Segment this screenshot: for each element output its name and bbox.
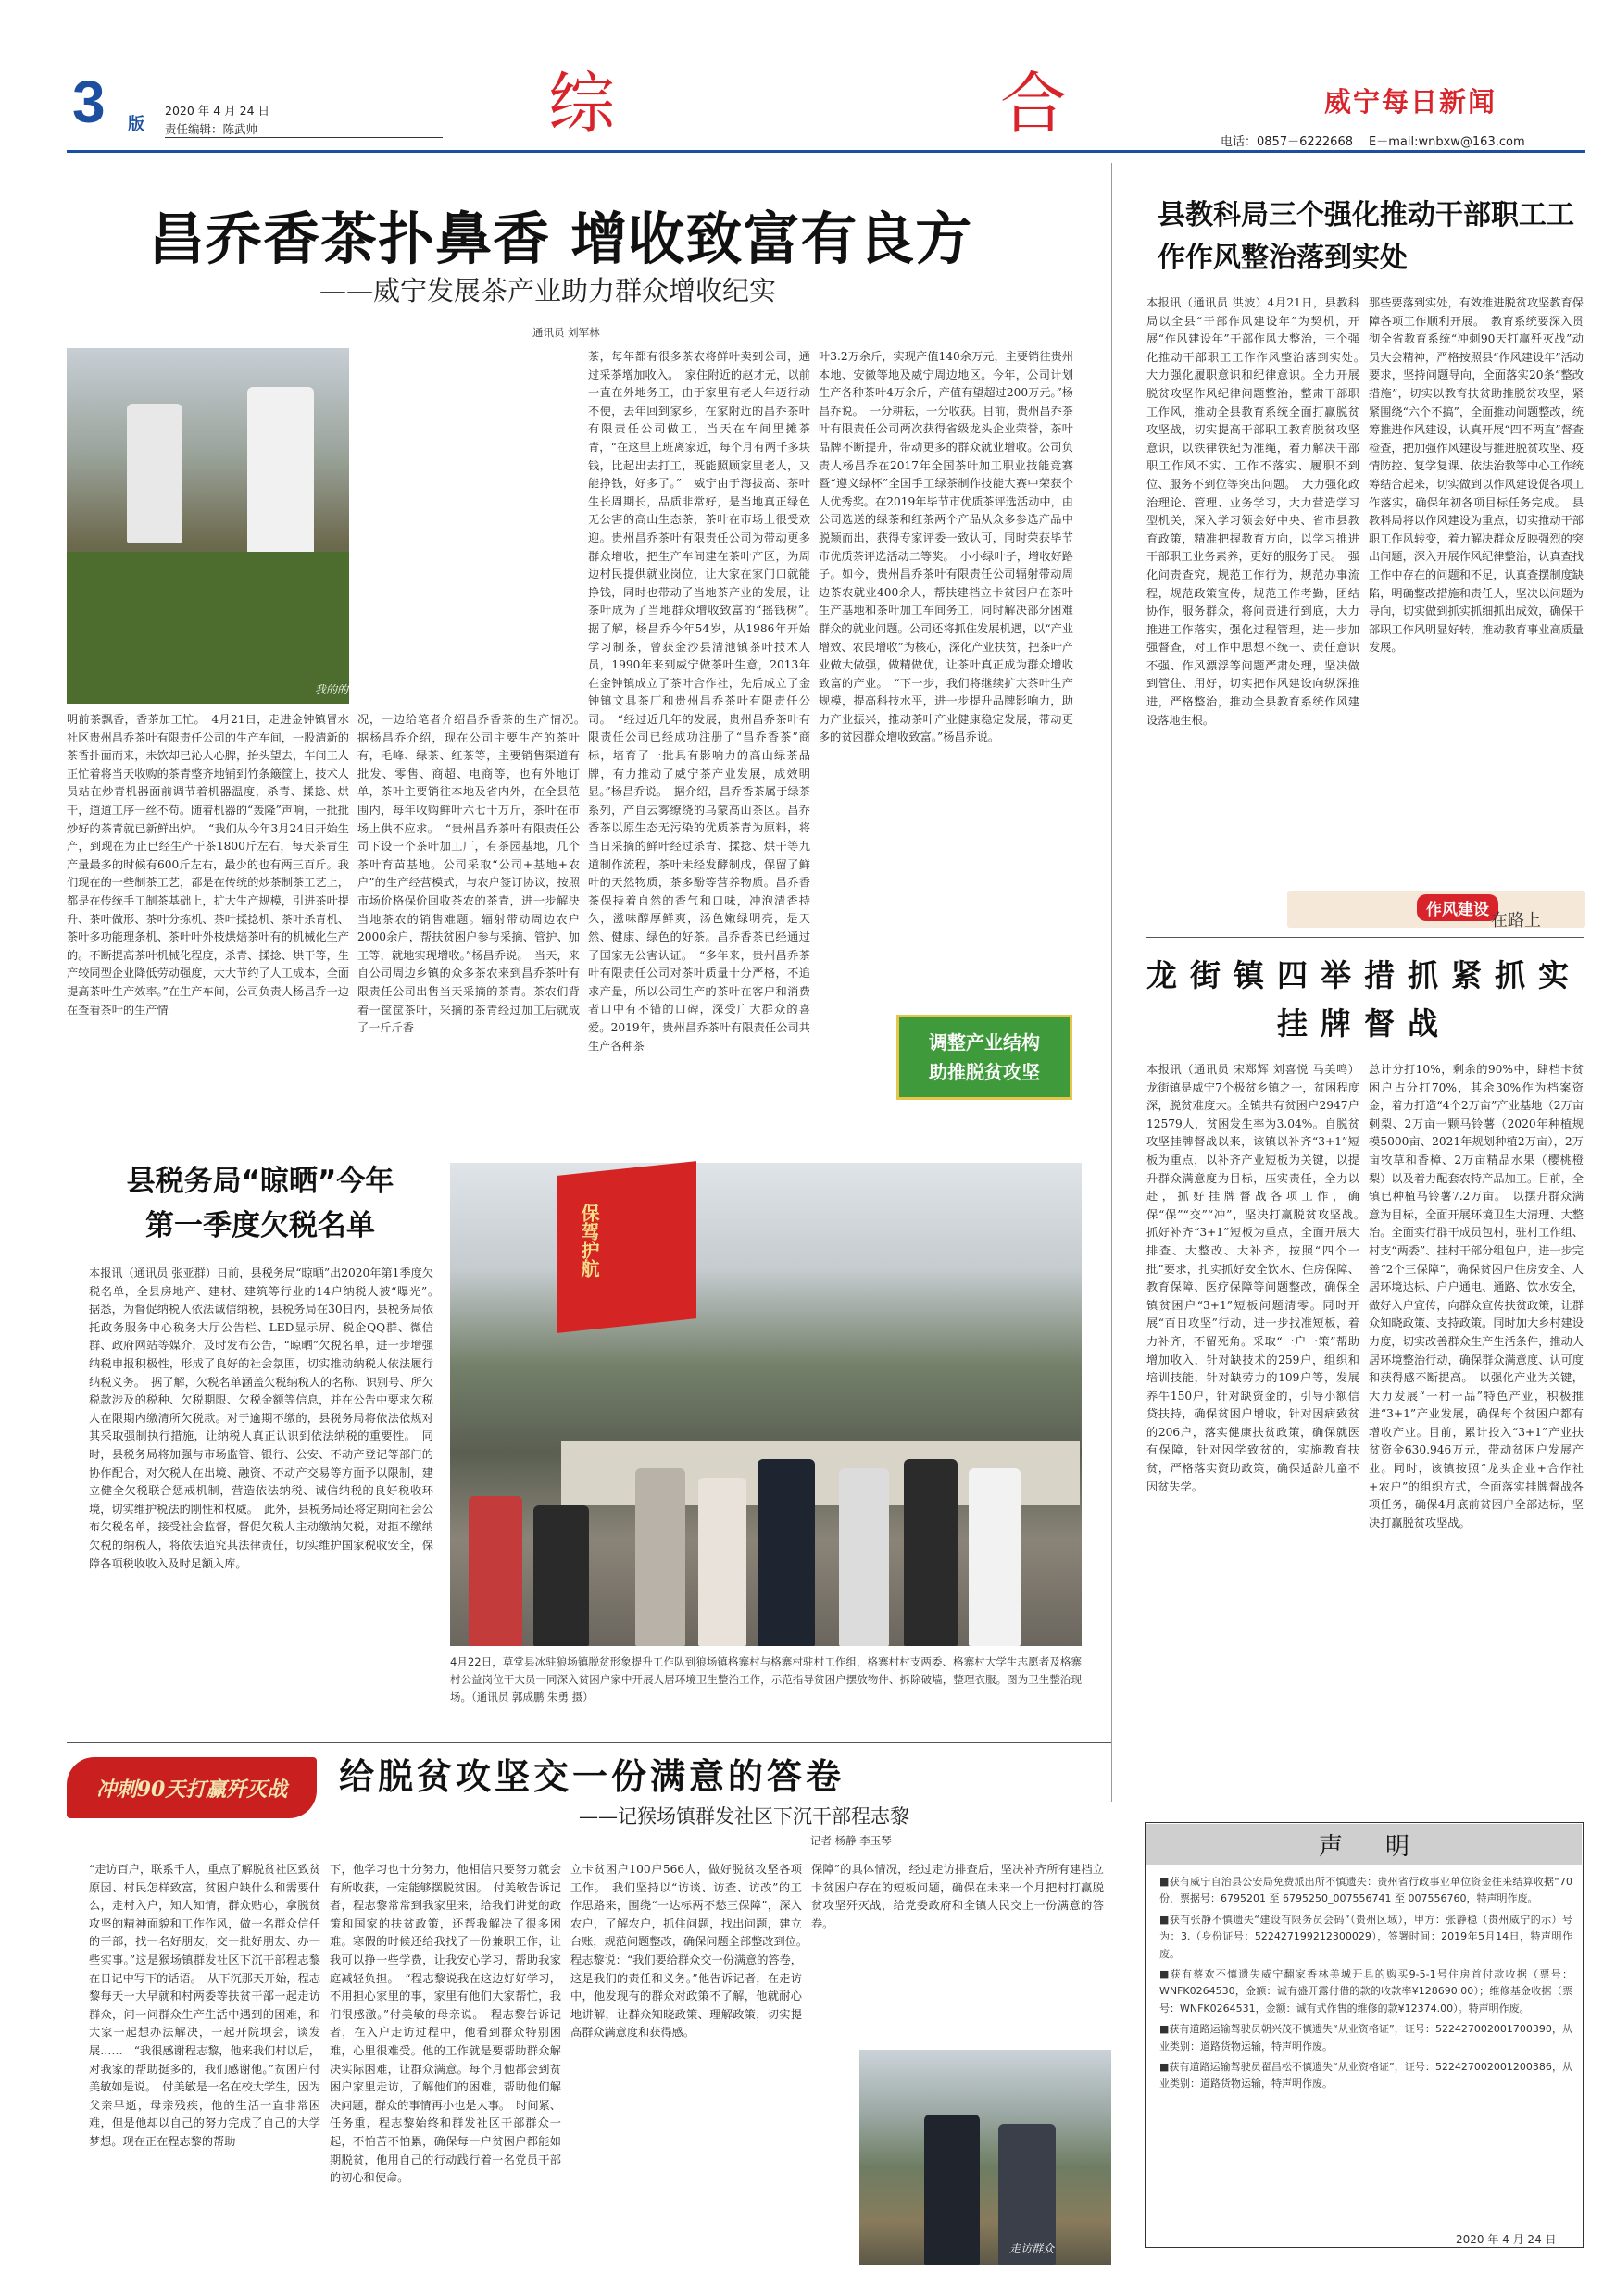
tax-headline-line-1: 县税务局“晾晒”今年 bbox=[126, 1165, 394, 1198]
longjie-column-1: 本报讯（通讯员 宋郑辉 刘喜悦 马美鸣）龙街镇是威宁7个极贫乡镇之一，贫困程度深，脱贫难度大。全镇共有贫困户2947户12579人，贫困发生率为3.04%。自脱贫攻坚挂牌督战以来，该镇以补齐“3+1”短板为重点，以补齐产业短板为关键，以提升群众满意度为目标，压实责任，全力以赴，抓好挂牌督战各项工作，确保“保”“交”“冲”，坚决打赢脱贫攻坚战。 抓好补齐“3+1”短板为重点，全面开展大排查、大整改、大补齐，按照“四个一批”要求，扎实抓好安全饮水、住房保障、教育保障、医疗保障等问题整改，确保全镇贫困户“3+1”短板问题清零。同时开展“百日攻坚”行动，进一步找准短板，着力补齐，不留死角。采取“一户一策”帮助增加收入，针对缺技术的259户，组织和培训技能，针对缺劳力的109户等，发展养牛150户，针对缺资金的，引导小额信贷扶持，确保贫困户增收，针对因病致贫的206户，落实健康扶贫政策，确保就医有保障，针对因学致贫的，实施教育扶贫，严格落实资助政策，确保适龄儿童不因贫失学。 bbox=[1146, 1063, 1371, 1493]
flag-text: 保驾护航 bbox=[578, 1204, 600, 1278]
slogan-line-2: 助推脱贫攻坚 bbox=[929, 1061, 1040, 1083]
bottom-rule bbox=[67, 1742, 1111, 1743]
tea-processing-photo bbox=[67, 348, 349, 704]
cheng-column-3: 立卡贫困户100户566人，做好脱贫攻坚各项工作。 我们坚持以“访谈、访查、访改”的工作思路来，围绕“一达标两不愁三保障”，深入农户，了解农户，抓住问题，找出问题，建立台账，规范问题整改，确保问题全部整改到位。 程志黎说：“我们要给群众交一份满意的答卷，这是我们的责任和义务。”他告诉记者，在走访中，他发现有的群众对政策不了解，他就耐心地讲解，让群众知晓政策、理解政策，切实提高群众满意度和获得感。 bbox=[570, 1863, 814, 2040]
village-sanitation-photo bbox=[450, 1163, 1082, 1646]
issue-date: 2020 年 4 月 24 日 bbox=[165, 104, 270, 118]
cheng-zhili-headline: 给脱贫攻坚交一份满意的答卷 bbox=[339, 1756, 845, 1797]
cheng-zhili-byline: 记者 杨静 李玉琴 bbox=[810, 1834, 892, 1847]
cheng-column-2: 下，他学习也十分努力，他相信只要努力就会有所收获，一定能够摆脱贫困。 付美敏告诉记者，程志黎常常到我家里来，给我们讲党的政策和国家的扶贫政策，还帮我解决了很多困难。寒假的时候还给我找了一份兼职工作，让我可以挣一些学费，让我安心学习，帮助我家庭减轻负担。 “程志黎说我在这边好好学习，不用担心家里的事，家里有他们大家帮忙，我们很感激。”付美敏的母亲说。 程志黎告诉记者，在入户走访过程中，他看到群众特别困难，心里很难受。他的工作就是要帮助群众解决实际困难，让群众满意。每个月他都会到贫困户家里走访，了解他们的困难，帮助他们解决问题，群众的事情再小也是大事。 时间紧、任务重，程志黎始终和群发社区干部群众一起，不怕苦不怕累，确保每一户贫困户都能如期脱贫，他用自己的行动践行着一名党员干部的初心和使命。 bbox=[330, 1863, 561, 2185]
style-building-banner bbox=[1287, 891, 1585, 928]
notice-date: 2020 年 4 月 24 日 bbox=[1456, 2233, 1557, 2246]
tax-headline-line-2: 第一季度欠税名单 bbox=[145, 1209, 375, 1242]
lead-column-2: 况，一边给笔者介绍昌乔香茶的生产情况。 据杨昌乔介绍，现在公司主要生产的茶叶有，毛峰、绿茶、红茶等，主要销售渠道有批发、零售、商超、电商等，也有外地订单，茶叶主要销往本地及省内外，在全县范围内，每年收购鲜叶六七十万斤，茶叶在市场上供不应求。 “贵州昌乔茶叶有限责任公司下设一个茶叶加工厂，有茶园基地，几个茶叶育苗基地。公司采取“公司+基地+农户”的生产经营模式，与农户签订协议，按照市场价格保价回收茶农的茶青，进一步解决当地茶农的销售难题。辐射带动周边农户2000余户，帮扶贫困户参与采摘、管护、加工等，就地实现增收。”杨昌乔说。 当天，来自公司周边乡镇的众多茶农来到昌乔茶叶有限责任公司出售当天采摘的茶青。茶农们背着一筐筐茶叶，采摘的茶青经过加工后就成了一斤斤香 bbox=[357, 713, 592, 1035]
section-char-2: 合 bbox=[999, 65, 1067, 143]
notice-title: 声明 bbox=[1318, 1832, 1452, 1861]
village-photo-caption: 4月22日，草堂县冰驻狼场镇脱贫形象提升工作队到狼场镇格寨村与格寨村驻村工作组，格寨村村支两委、格寨村大学生志愿者及格寨村公益岗位干大员一同深入贫困户家中开展人居环境卫生整治工作，示范指导贫困户摆放物件、拆除破墙，整理衣服。图为卫生整治现场。（通讯员 郭成鹏 朱勇 摄） bbox=[450, 1655, 1082, 1703]
education-column-1: 本报讯（通讯员 洪波）4月21日，县教科局以全县“干部作风建设年”为契机，开展“作风建设年”干部作风大整治，三个强化推动干部职工工作作风整治落到实处。 大力强化履职意识和纪律意识。全力开展脱贫攻坚作风纪律问题整治，整肃干部职工作风，推动全县教育系统全面打赢脱贫攻坚战，切实提高干部职工教育脱贫攻坚意识，以铁律铁纪为准绳，着力解决干部职工作风不实、工作不落实、履职不到位、服务不到位等突出问题。 大力强化政治理论、管理、业务学习，大力营造学习型机关，深入学习领会好中央、省市县教育政策，精准把握教育方向，以学习推进干部职工业务素养，更好的服务于民。 强化问责查究，规范工作行为，规范办事流程，规范政策宣传，规范工作考勤，团结协作，服务群众，将问责进行到底，大力推进工作落实，强化过程管理，进一步加强督查，对工作中思想不统一、责任意识不强、作风漂浮等问题严肃处理，坚决做到管住、用好，切实把作风建设向纵深推进，严格整治，推动全县教育系统作风建设落地生根。 bbox=[1146, 296, 1371, 727]
tax-article-body: 本报讯（通讯员 张亚群）日前，县税务局“晾晒”出2020年第1季度欠税名单，全县房地产、建材、建筑等行业的14户纳税人被“曝光”。 据悉，为督促纳税人依法诚信纳税，县税务局在30日内，县税务局依托政务服务中心税务大厅公告栏、LED显示屏、税企QQ群、微信群、政府网站等媒介，及时发布公告，“晾晒”欠税名单，进一步增强纳税申报积极性，形成了良好的社会氛围，切实推动纳税人依法履行纳税义务。 据了解，欠税名单涵盖欠税纳税人的名称、识别号、所欠税款涉及的税种、欠税期限、欠税金额等信息，并在公告中要求欠税人在限期内缴清所欠税款。对于逾期不缴的，县税务局将依法依规对其采取强制执行措施，让纳税人真正认识到依法纳税的重要性。 同时，县税务局将加强与市场监管、银行、公安、不动产登记等部门的协作配合，对欠税人在出境、融资、不动产交易等方面予以限制，建立健全欠税联合惩戒机制，营造依法纳税、诚信纳税的良好税收环境，切实维护税法的刚性和权威。 此外，县税务局还将定期向社会公布欠税名单，接受社会监督，督促欠税人主动缴纳欠税，对拒不缴纳欠税的纳税人，将依法追究其法律责任，切实维护国家税收安全，保障各项税收收入及时足额入库。 bbox=[89, 1267, 445, 1570]
notice-header bbox=[1146, 1824, 1582, 1865]
visiting-photo-caption: 走访群众 bbox=[1009, 2242, 1055, 2255]
banner-tag: 作风建设 bbox=[1417, 894, 1498, 921]
banner-road: 在路上 bbox=[1491, 911, 1541, 930]
section-title bbox=[548, 67, 1067, 141]
education-bureau-headline: 县教科局三个强化推动干部职工工作作风整治落到实处 bbox=[1158, 199, 1574, 274]
campaign-badge bbox=[67, 1757, 317, 1818]
lead-headline: 昌乔香茶扑鼻香 增收致富有良方 bbox=[148, 206, 973, 272]
visiting-villagers-photo bbox=[859, 2050, 1111, 2265]
header-rule bbox=[67, 150, 1585, 153]
newspaper-name: 威宁每日新闻 bbox=[1324, 86, 1497, 118]
lead-column-4: 叶3.2万余斤，实现产值140余万元，主要销往贵州本地、安徽等地及威宁周边地区。今年，公司计划生产各种茶叶4万余斤，产值有望超过200万元。”杨昌乔说。 一分耕耘，一分收获。目前，贵州昌乔茶叶有限责任公司两次获得省级龙头企业荣誉，茶叶品牌不断提升，带动更多的群众就业增收。公司负责人杨昌乔在2017年全国茶叶加工职业技能竞赛暨“遵义绿杯”全国手工绿茶制作技能大赛中荣获个人优秀奖。在2019年毕节市优质茶评选活动中，由公司选送的绿茶和红茶两个产品从众多参选产品中脱颖而出，获得专家评委一致认可，同时荣获毕节市优质茶评选活动二等奖。 小小绿叶子，增收好路子。如今，贵州昌乔茶叶有限责任公司辐射带动周边茶农就业400余人，帮扶建档立卡贫困户在茶叶生产基地和茶叶加工车间务工，同时解决部分困难群众的就业问题。公司还将抓住发展机遇，以“产业增效、农民增收”为核心，深化产业扶贫，把茶叶产业做大做强，做精做优，让茶叶真正成为群众增收致富的产业。 “下一步，我们将继续扩大茶叶生产规模，提高科技水平，进一步提升品牌影响力，助力产业振兴，推动茶叶产业健康稳定发展，带动更多的贫困群众增收致富。”杨昌乔说。 bbox=[819, 350, 1073, 744]
cheng-column-1: “走访百户，联系千人，重点了解脱贫社区致贫原因、村民怎样致富，贫困户缺什么和需要什么，走村入户，知人知情，群众贴心，拿脱贫攻坚的精神面貌和工作作风，做一名群众信任的干部，找一名好朋友，交一批好朋友、办一些实事。”这是猴场镇群发社区下沉干部程志黎在日记中写下的话语。 从下沉那天开始，程志黎每天一大早就和村两委等扶贫干部一起走访群众，问一问群众生产生活中遇到的困难，和大家一起想办法解决，一起开院坝会，谈发展…… “我很感谢程志黎，他来我们村以后，对我家的帮助挺多的，我们感谢他。”贫困户付美敏如是说。 付美敏是一名在校大学生，因为父亲早逝，母亲残疾，他的生活一直非常困难，但是他却以自己的努力完成了自己的大学梦想。现在正在程志黎的帮助 bbox=[89, 1863, 320, 2148]
cheng-column-4: 保障”的具体情况，经过走访排查后，坚决补齐所有建档立卡贫困户存在的短板问题，确保在未来一个月把村打赢脱贫攻坚歼灭战，给党委政府和全镇人民交上一份满意的答卷。 bbox=[811, 1863, 1104, 1930]
lead-byline: 通讯员 刘军林 bbox=[532, 326, 600, 339]
longjie-column-2: 总计分打10%，剩余的90%中，肆档卡贫困户占分打70%，其余30%作为档案资金，着力打造“4个2万亩”产业基地（2万亩刺梨、2万亩一颗马铃薯（2020年种植规模5000亩、2021年规划种植2万亩），2万亩牧草和香樟、2万亩精品水果（樱桃橙梨）以及着力配套农特产品加工。目前，全镇已种植马铃薯7.2万亩。 以摆升群众满意为目标，全面开展环境卫生大清理、大整治。全面实行群干成员包村，驻村工作组、村支“两委”、挂村干部分组包户，进一步完善“2个三保障”，确保贫困户住房安全、人居环境达标、户户通电、通路、饮水安全，做好入户宣传，向群众宣传扶贫政策，让群众知晓政策、支持政策。同时加大乡村建设力度，切实改善群众生产生活条件，推动人居环境整治行动，确保群众满意度、认可度和获得感不断提高。 以强化产业为关键，大力发展“一村一品”特色产业，积极推进“3+1”产业发展，确保每个贫困户都有增收产业。目前，累计投入“3+1”产业扶贫资金630.946万元，带动贫困户发展产业。同时，该镇按照“龙头企业+合作社+农户”的组织方式，全面落实挂牌督战各项任务，确保4月底前贫困户全部达标，坚决打赢脱贫攻坚战。 bbox=[1369, 1063, 1584, 1529]
section-char-1: 综 bbox=[548, 65, 616, 143]
notice-item: ■获有道路运输驾驶员朝兴茂不慎遗失“从业资格证”，证号：522427002001700390，从业类别：道路货物运输，特声明作废。 bbox=[1159, 2023, 1572, 2053]
lead-column-3: 茶，每年都有很多茶农将鲜叶卖到公司，通过采茶增加收入。 家住附近的赵才元，以前一直在外地务工，由于家里有老人年迈行动不便，去年回到家乡，在家附近的昌乔茶叶有限责任公司做工，当天在车间里摊茶青，“在这里上班离家近，每个月有两千多块钱，比起出去打工，既能照顾家里老人，又能挣钱，好多了。” 威宁由于海拔高、茶叶生长周期长，品质非常好，是当地真正绿色无公害的高山生态茶，茶叶在市场上很受欢迎。贵州昌乔茶叶有限责任公司为带动更多群众增收，把生产车间建在茶叶产区，为周边村民提供就业岗位，让大家在家门口就能挣钱，同时也带动了当地茶产业的发展，让茶叶成为了当地群众增收致富的“摇钱树”。 据了解，杨昌乔今年54岁，从1986年开始学习制茶，曾获金沙县清池镇茶叶技术人员，1990年来到威宁做茶叶生意，2013年在金钟镇成立了茶叶合作社，先后成立了金钟镇文具茶厂和贵州昌乔茶叶有限责任公司。 “经过近几年的发展，贵州昌乔茶叶有限责任公司已经成功注册了“昌乔香茶”商标，培育了一批具有影响力的高山绿茶品牌，有力推动了威宁茶产业发展，成效明显。”杨昌乔说。 据介绍，昌乔香茶属于绿茶系列，产自云雾缭绕的乌蒙高山茶区。昌乔香茶以原生态无污染的优质茶青为原料，将当日采摘的鲜叶经过杀青、揉捻、烘干等九道制作流程，茶叶未经发酵制成，保留了鲜叶的天然物质，茶多酚等营养物质。昌乔香茶保持着自然的香气和口味，冲泡清香持久，滋味醇厚鲜爽，汤色嫩绿明亮，是天然、健康、绿色的好茶。昌乔香茶已经通过了国家无公害认证。 “多年来，贵州昌乔茶叶有限责任公司对茶叶质量十分严格，不追求产量，所以公司生产的茶叶在客户和消费者口中有不错的口碑，深受广大群众的喜爱。2019年，贵州昌乔茶叶有限责任公司共生产各种茶 bbox=[588, 350, 822, 1053]
cheng-zhili-subheadline: ——记猴场镇群发社区下沉干部程志黎 bbox=[579, 1805, 909, 1828]
contact-email: E－mail:wnbxw@163.com bbox=[1369, 135, 1525, 149]
notice-item: ■获有张静不慎遗失“建设有限务员会码”（贵州区域），甲方：张静稳（贵州威宁的示）号为：3.（身份证号：522427199212300029），签署时间：2019年5月14日，特声明作废。 bbox=[1159, 1913, 1572, 1960]
lead-subheadline: ——威宁发展茶产业助力群众增收纪实 bbox=[319, 275, 777, 306]
notice-item: ■获有道路运输驾驶员翟昌松不慎遗失“从业资格证”，证号：522427002001200386，从业类别：道路货物运输，特声明作废。 bbox=[1159, 2061, 1572, 2090]
section-rule bbox=[1146, 937, 1584, 938]
contact-phone: 电话：0857－6222668 bbox=[1221, 135, 1353, 149]
notice-item: ■获有威宁自治县公安局免费派出所不慎遗失：贵州省行政事业单位资金往来结算收据“70份，票据号：6795201 至 6795250_007556741 至 007556760，特声明作废。 bbox=[1159, 1876, 1572, 1905]
lead-column-1: 明前茶飘香，香茶加工忙。 4月21日，走进金钟镇冒水社区贵州昌乔茶叶有限责任公司的生产车间，一股清新的茶香扑面而来，未饮却已沁人心脾，抬头望去，车间工人正忙着将当天收购的茶青整齐地铺到竹条簸筐上，技术人员站在炒青机器面前调节着机器温度，杀青、揉捻、烘干，道道工序一丝不苟。随着机器的“轰隆”声响，一批批炒好的茶青就已新鲜出炉。 “我们从今年3月24日开始生产，到现在为止已经生产干茶1800斤左右，每天茶青生产量最多的时候有600斤左右，最少的也有两三百斤。我们现在的一些制茶工艺，都是在传统的炒茶制茶工艺上，都是在传统手工制茶基础上，扩大生产规模，引进茶叶提升、茶叶做形、茶叶分拣机、茶叶揉捻机、茶叶杀青机、茶叶多功能理条机、茶叶叶外枝烘焙茶叶有的机械化生产的。不断提高茶叶机械化程度，杀青、揉捻、烘干等，生产较同型企业降低劳动强度，大大节约了人工成本，全面提高茶叶生产效率。”在生产车间，公司负责人杨昌乔一边在查看茶叶的生产情 bbox=[67, 713, 349, 1017]
tea-photo-caption: 我的的茶香 bbox=[315, 683, 371, 696]
notice-item: ■获有蔡欢不慎遗失威宁翻家香林美城开具的购买9-5-1号住房首付款收据（票号：WNFK0264530，金额：诚有盛开露付借的款的收款率¥128690.00）；维修基金收据（票号：WNFK0264531，金额：诚有式作售的维修的款¥12374.00）。特声明作废。 bbox=[1159, 1968, 1572, 2015]
notice-list bbox=[1159, 1874, 1572, 2097]
page-suffix: 版 bbox=[128, 115, 144, 134]
header-underline bbox=[165, 137, 443, 138]
industry-slogan-box bbox=[896, 1015, 1072, 1100]
column-divider bbox=[1111, 163, 1112, 1802]
longjie-headline: 龙街镇四举措抓紧抓实挂牌督战 bbox=[1146, 957, 1582, 1042]
page-number: 3 bbox=[72, 69, 106, 135]
slogan-line-1: 调整产业结构 bbox=[929, 1031, 1040, 1054]
tax-headline bbox=[89, 1159, 432, 1248]
campaign-badge-text: 冲刺90天打赢歼灭战 bbox=[95, 1777, 288, 1802]
editor-credit: 责任编辑：陈武帅 bbox=[165, 122, 258, 136]
education-column-2: 那些要落到实处，有效推进脱贫攻坚教育保障各项工作顺利开展。 教育系统要深入贯彻全省教育系统“冲刺90天打赢歼灭战”动员大会精神，严格按照县“作风建设年”活动要求，坚持问题导向，全面落实20条“整改措施”，切实以教育扶贫助推脱贫攻坚，紧紧围绕“六个不搞”，全面推动问题整改，统筹推进作风建设，认真开展“四不两直”督查检查，把加强作风建设与推进脱贫攻坚、疫情防控、复学复课、依法治教等中心工作统筹结合起来，切实做到以作风建设促各项工作落实，确保年初各项目标任务完成。 县教科局将以作风建设为重点，切实推动干部职工作风转变，着力解决群众反映强烈的突出问题，深入开展作风纪律整治，认真查找工作中存在的问题和不足，认真查摆制度缺陷，明确整改措施和责任人，坚决以问题为导向，切实做到抓实抓细抓出成效，确保干部职工作风明显好转，推动教育事业高质量发展。 bbox=[1369, 296, 1584, 655]
